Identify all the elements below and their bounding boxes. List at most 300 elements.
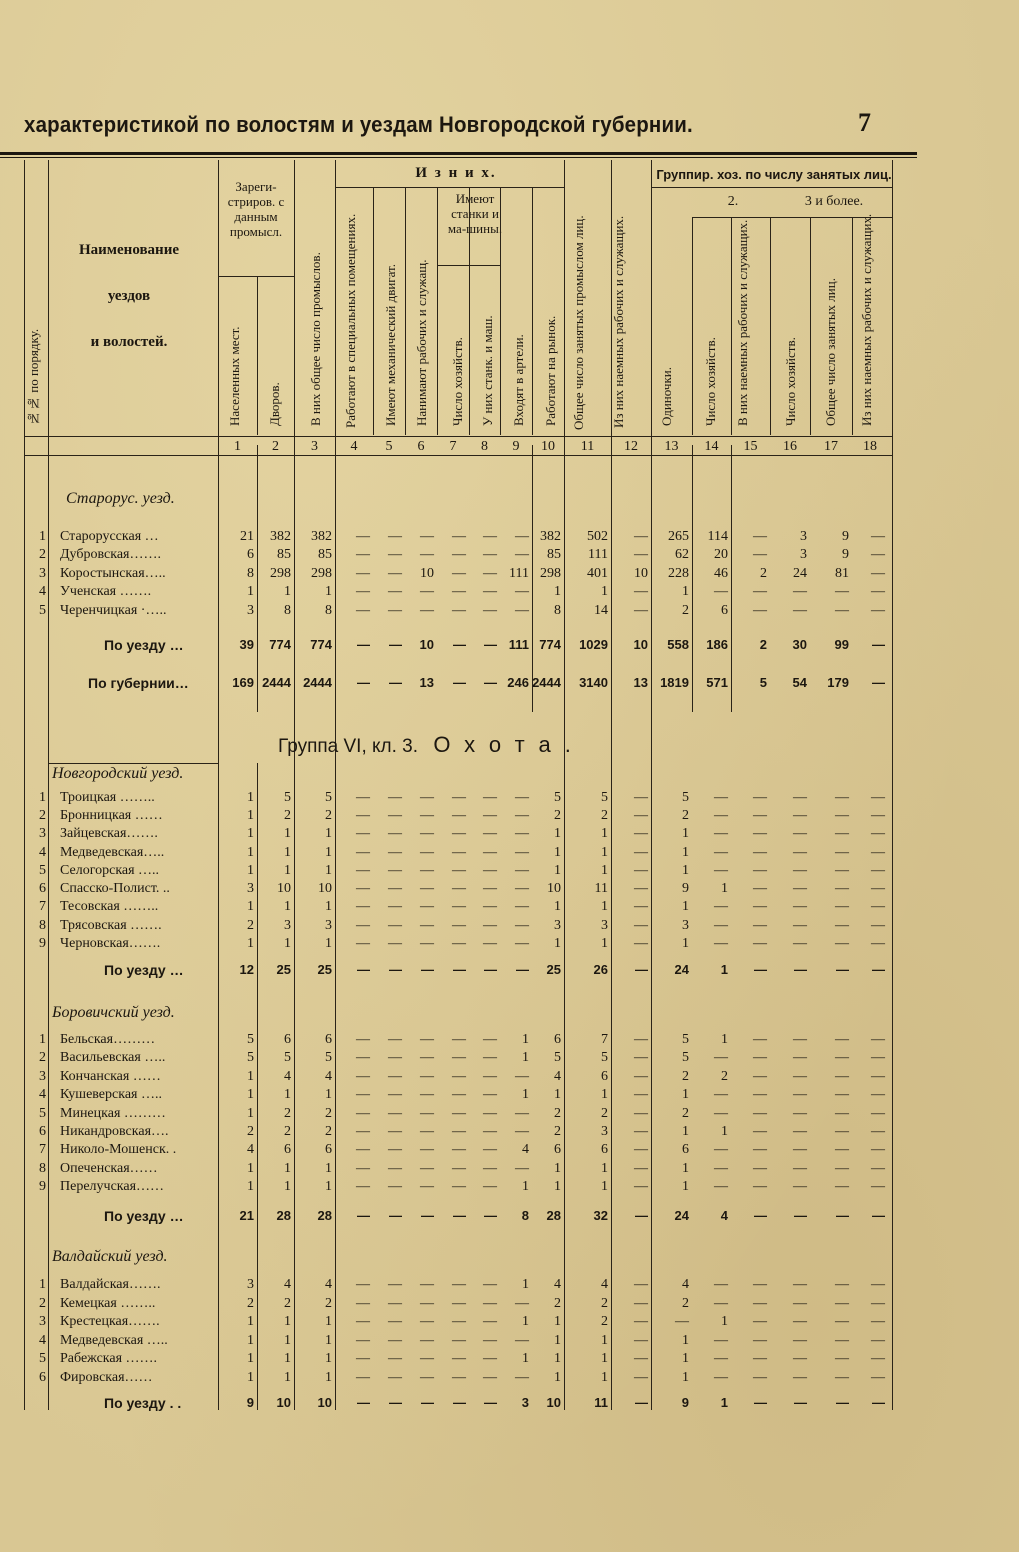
table-cell: — <box>871 845 885 860</box>
table-cell: 1 <box>247 1351 254 1366</box>
table-cell: 21 <box>240 529 254 544</box>
table-cell: — <box>871 566 885 581</box>
table-cell: — <box>420 603 434 618</box>
table-cell: — <box>793 826 807 841</box>
table-cell: — <box>452 1069 466 1084</box>
table-cell: 1 <box>522 1179 529 1194</box>
table-cell: 1 <box>247 1314 254 1329</box>
table-cell: 4 <box>554 1277 561 1292</box>
total-label: По уезду . . <box>104 1395 182 1411</box>
header-persons3: Общее число занятых лиц. <box>823 278 838 426</box>
table-cell: — <box>452 1050 466 1065</box>
table-cell: — <box>793 1106 807 1121</box>
total-cell: — <box>421 962 434 977</box>
table-cell: — <box>714 1333 728 1348</box>
table-cell: — <box>753 1069 767 1084</box>
table-cell: — <box>753 1314 767 1329</box>
table-cell: — <box>634 584 648 599</box>
table-cell: 1 <box>284 899 291 914</box>
table-cell: 3 <box>247 1277 254 1292</box>
column-number: 3 <box>311 439 318 454</box>
total-cell: — <box>484 962 497 977</box>
table-cell: 6 <box>247 547 254 562</box>
total-cell: 2 <box>759 637 767 652</box>
table-cell: — <box>634 936 648 951</box>
table-cell: — <box>388 1050 402 1065</box>
total-cell: 10 <box>419 637 434 652</box>
total-cell: — <box>357 675 370 690</box>
table-cell: 1 <box>284 1370 291 1385</box>
column-number: 11 <box>580 439 595 454</box>
table-cell: 1 <box>247 826 254 841</box>
table-cell: 10 <box>547 881 561 896</box>
total-cell: 5 <box>759 675 767 690</box>
total-cell: 28 <box>276 1208 291 1223</box>
total-cell: 2444 <box>262 675 291 690</box>
table-cell: — <box>420 529 434 544</box>
table-cell: — <box>388 1142 402 1157</box>
total-cell: — <box>754 962 767 977</box>
table-cell: 1 <box>247 1179 254 1194</box>
total-cell: 179 <box>827 675 849 690</box>
table-cell: — <box>420 584 434 599</box>
table-cell: 502 <box>587 529 608 544</box>
table-cell: 6 <box>325 1032 332 1047</box>
table-cell: 3 <box>682 918 689 933</box>
table-cell: — <box>356 826 370 841</box>
table-cell: — <box>835 1087 849 1102</box>
table-cell: 1 <box>284 936 291 951</box>
table-cell: — <box>483 1142 497 1157</box>
total-cell: — <box>453 962 466 977</box>
total-cell: 99 <box>834 637 849 652</box>
total-cell: — <box>357 962 370 977</box>
table-cell: — <box>515 863 529 878</box>
table-cell: — <box>871 1069 885 1084</box>
table-cell: — <box>714 936 728 951</box>
table-cell: 382 <box>270 529 291 544</box>
table-cell: — <box>483 603 497 618</box>
table-cell: — <box>871 1296 885 1311</box>
total-cell: 9 <box>681 1395 689 1410</box>
volost-name: Селогорская ….. <box>60 863 160 878</box>
table-cell: 1 <box>522 1314 529 1329</box>
table-cell: — <box>515 845 529 860</box>
table-cell: — <box>420 1124 434 1139</box>
table-cell: — <box>388 1069 402 1084</box>
total-cell: — <box>421 1208 434 1223</box>
table-cell: — <box>753 1087 767 1102</box>
column-rule <box>692 218 693 435</box>
table-cell: 2 <box>554 808 561 823</box>
table-cell: — <box>452 529 466 544</box>
total-cell: — <box>872 675 885 690</box>
table-cell: — <box>871 1370 885 1385</box>
table-cell: — <box>634 918 648 933</box>
table-row <box>0 845 900 863</box>
table-cell: — <box>420 1314 434 1329</box>
column-rule <box>257 276 258 435</box>
table-cell: — <box>835 1050 849 1065</box>
table-cell: — <box>753 529 767 544</box>
table-cell: 2 <box>682 1106 689 1121</box>
column-number: 8 <box>481 439 488 454</box>
table-cell: — <box>753 1179 767 1194</box>
table-cell: 1 <box>554 584 561 599</box>
header-total-persons: Общее число занятых промыслом лиц. <box>571 215 586 430</box>
table-cell: — <box>388 529 402 544</box>
table-cell: — <box>753 1351 767 1366</box>
total-cell: 774 <box>269 637 291 652</box>
header-order: №№ по порядку. <box>26 328 41 426</box>
total-cell: — <box>635 1395 648 1410</box>
table-cell: — <box>356 808 370 823</box>
table-row <box>0 1333 900 1351</box>
table-cell: — <box>634 790 648 805</box>
table-cell: 1 <box>247 790 254 805</box>
table-cell: 85 <box>318 547 332 562</box>
total-row <box>0 675 900 693</box>
volost-name: Перелучская…… <box>60 1179 165 1194</box>
volost-name: Троицкая …….. <box>60 790 155 805</box>
table-cell: — <box>483 584 497 599</box>
table-cell: 114 <box>707 529 728 544</box>
table-cell: 10 <box>318 881 332 896</box>
header-registered: Зареги-стриров. с данным промысл. <box>227 179 285 239</box>
volost-name: Бельская……… <box>60 1032 156 1047</box>
total-cell: — <box>453 637 466 652</box>
table-cell: — <box>420 1106 434 1121</box>
table-cell: 3 <box>247 603 254 618</box>
table-cell: — <box>483 808 497 823</box>
table-cell: 1 <box>325 899 332 914</box>
table-cell: — <box>483 1314 497 1329</box>
total-cell: 1029 <box>579 637 608 652</box>
table-cell: — <box>452 863 466 878</box>
table-cell: — <box>753 1370 767 1385</box>
volost-name: Опеченская…… <box>60 1161 158 1176</box>
header-grouping: Группир. хоз. по числу занятых лиц. <box>656 167 892 182</box>
total-cell: 246 <box>507 675 529 690</box>
table-cell: 5 <box>284 1050 291 1065</box>
table-row <box>0 826 900 844</box>
table-cell: 1 <box>682 584 689 599</box>
column-number: 9 <box>512 439 520 454</box>
row-number: 1 <box>39 1277 46 1292</box>
table-cell: — <box>634 1087 648 1102</box>
table-cell: — <box>356 529 370 544</box>
table-cell: — <box>515 584 529 599</box>
total-cell: 2444 <box>532 675 561 690</box>
header-households2: Число хозяйств. <box>703 337 718 426</box>
table-cell: — <box>714 1087 728 1102</box>
column-number: 2 <box>272 439 279 454</box>
table-cell: 401 <box>587 566 608 581</box>
table-cell: — <box>420 1277 434 1292</box>
table-cell: — <box>388 1032 402 1047</box>
table-cell: — <box>835 881 849 896</box>
volost-name: Кемецкая …….. <box>60 1296 156 1311</box>
table-cell: — <box>634 1351 648 1366</box>
table-cell: 3 <box>284 918 291 933</box>
table-cell: 1 <box>554 899 561 914</box>
table-cell: — <box>753 899 767 914</box>
table-cell: — <box>515 1069 529 1084</box>
total-cell: — <box>357 637 370 652</box>
table-cell: 5 <box>325 790 332 805</box>
total-cell: 21 <box>239 1208 254 1223</box>
table-cell: 1 <box>682 1124 689 1139</box>
total-cell: 39 <box>239 637 254 652</box>
table-cell: — <box>388 547 402 562</box>
column-number: 14 <box>704 439 719 454</box>
table-cell: 2 <box>682 1296 689 1311</box>
total-cell: 25 <box>276 962 291 977</box>
table-cell: — <box>871 1351 885 1366</box>
table-row <box>0 547 900 565</box>
table-cell: — <box>793 1142 807 1157</box>
table-cell: — <box>420 1333 434 1348</box>
table-cell: 9 <box>842 529 849 544</box>
top-rule <box>0 152 917 155</box>
total-cell: 774 <box>310 637 332 652</box>
table-row <box>0 1277 900 1295</box>
table-cell: 1 <box>601 1370 608 1385</box>
table-cell: — <box>356 547 370 562</box>
table-cell: — <box>871 1314 885 1329</box>
table-cell: — <box>420 1069 434 1084</box>
table-cell: — <box>714 1142 728 1157</box>
table-row <box>0 1106 900 1124</box>
table-cell: 5 <box>325 1050 332 1065</box>
table-cell: 4 <box>284 1069 291 1084</box>
table-cell: — <box>483 863 497 878</box>
table-row <box>0 1314 900 1332</box>
total-cell: 13 <box>419 675 434 690</box>
table-cell: — <box>452 584 466 599</box>
table-cell: 1 <box>522 1277 529 1292</box>
table-cell: 2 <box>247 1124 254 1139</box>
table-cell: 20 <box>714 547 728 562</box>
volost-name: Черенчицкая ·….. <box>60 603 167 618</box>
table-cell: — <box>793 1032 807 1047</box>
column-number: 15 <box>743 439 758 454</box>
table-cell: — <box>871 863 885 878</box>
table-cell: 1 <box>247 1087 254 1102</box>
table-cell: 4 <box>682 1277 689 1292</box>
table-cell: — <box>515 918 529 933</box>
header-group-two: 2. <box>727 194 739 209</box>
table-cell: — <box>388 1370 402 1385</box>
total-cell: 28 <box>317 1208 332 1223</box>
header-total-trades: В них общее число промыслов. <box>308 252 323 426</box>
header-special: Работают в специальных помещениях. <box>343 213 358 428</box>
table-cell: — <box>871 547 885 562</box>
table-cell: 1 <box>554 1161 561 1176</box>
row-number: 1 <box>39 790 46 805</box>
table-row <box>0 1296 900 1314</box>
table-cell: — <box>483 899 497 914</box>
table-cell: — <box>452 1179 466 1194</box>
total-cell: 3140 <box>579 675 608 690</box>
table-cell: — <box>714 1277 728 1292</box>
total-label: По уезду … <box>104 962 184 978</box>
table-cell: — <box>634 1161 648 1176</box>
table-cell: — <box>356 1106 370 1121</box>
table-cell: — <box>515 899 529 914</box>
total-cell: 1 <box>720 1395 728 1410</box>
table-cell: — <box>634 1032 648 1047</box>
table-cell: — <box>835 936 849 951</box>
table-cell: 1 <box>554 845 561 860</box>
table-cell: 10 <box>420 566 434 581</box>
table-cell: — <box>356 1087 370 1102</box>
total-row <box>0 1395 900 1413</box>
table-cell: — <box>420 1087 434 1102</box>
table-cell: 2 <box>601 1296 608 1311</box>
table-cell: 6 <box>682 1142 689 1157</box>
table-cell: — <box>452 1087 466 1102</box>
row-number: 5 <box>39 1351 46 1366</box>
header-name-line3: и волостей. <box>90 334 168 350</box>
table-row <box>0 918 900 936</box>
district-title: Валдайский уезд. <box>52 1248 168 1265</box>
total-cell: 1819 <box>660 675 689 690</box>
volost-name: Кушеверская ….. <box>60 1087 162 1102</box>
table-cell: — <box>634 826 648 841</box>
table-row <box>0 1032 900 1050</box>
table-cell: — <box>753 584 767 599</box>
table-cell: — <box>835 603 849 618</box>
table-cell: 228 <box>668 566 689 581</box>
table-cell: — <box>793 1277 807 1292</box>
table-cell: 2 <box>601 1106 608 1121</box>
table-cell: — <box>753 1277 767 1292</box>
header-name-line2: уездов <box>107 288 151 304</box>
table-cell: — <box>388 1087 402 1102</box>
table-cell: 1 <box>554 1087 561 1102</box>
table-cell: — <box>356 863 370 878</box>
volost-name: Валдайская……. <box>60 1277 161 1292</box>
table-cell: — <box>835 1124 849 1139</box>
table-cell: — <box>835 1032 849 1047</box>
table-row <box>0 1087 900 1105</box>
table-cell: — <box>835 826 849 841</box>
table-cell: 2 <box>284 808 291 823</box>
table-cell: 382 <box>540 529 561 544</box>
table-cell: 5 <box>554 1050 561 1065</box>
table-row <box>0 529 900 547</box>
volost-name: Бронницкая …… <box>60 808 163 823</box>
table-cell: — <box>420 936 434 951</box>
row-number: 7 <box>39 899 46 914</box>
total-cell: — <box>794 1395 807 1410</box>
table-cell: 8 <box>325 603 332 618</box>
table-row <box>0 790 900 808</box>
table-cell: — <box>515 808 529 823</box>
total-label: По уезду … <box>104 637 184 653</box>
row-number: 5 <box>39 603 46 618</box>
total-cell: — <box>389 1208 402 1223</box>
row-number: 2 <box>39 1050 46 1065</box>
table-cell: — <box>452 1142 466 1157</box>
table-cell: — <box>388 1314 402 1329</box>
table-cell: — <box>753 1050 767 1065</box>
group-heading <box>278 732 585 758</box>
table-cell: — <box>452 808 466 823</box>
table-cell: — <box>356 1296 370 1311</box>
table-cell: 1 <box>554 863 561 878</box>
table-cell: — <box>483 1087 497 1102</box>
table-cell: — <box>483 1277 497 1292</box>
table-cell: — <box>483 529 497 544</box>
table-row <box>0 1179 900 1197</box>
table-cell: — <box>675 1314 689 1329</box>
table-cell: — <box>871 1032 885 1047</box>
table-cell: — <box>452 1277 466 1292</box>
table-cell: — <box>388 918 402 933</box>
table-cell: 1 <box>554 1370 561 1385</box>
table-cell: 5 <box>682 1032 689 1047</box>
header-rule <box>437 265 500 266</box>
table-cell: 1 <box>601 863 608 878</box>
table-cell: — <box>793 881 807 896</box>
table-cell: 1 <box>721 1314 728 1329</box>
table-cell: 1 <box>682 863 689 878</box>
table-cell: 85 <box>547 547 561 562</box>
volost-name: Ученская ……. <box>60 584 152 599</box>
total-cell: 13 <box>633 675 648 690</box>
header-hire: Нанимают рабочих и служащ. <box>414 259 429 426</box>
table-cell: 5 <box>554 790 561 805</box>
table-cell: 1 <box>682 899 689 914</box>
total-cell: 28 <box>546 1208 561 1223</box>
table-cell: 24 <box>793 566 807 581</box>
table-cell: 1 <box>284 1333 291 1348</box>
table-cell: — <box>388 1179 402 1194</box>
table-cell: — <box>753 808 767 823</box>
table-cell: — <box>871 1277 885 1292</box>
table-cell: — <box>483 1333 497 1348</box>
table-row <box>0 863 900 881</box>
table-cell: — <box>356 1333 370 1348</box>
table-cell: 3 <box>800 529 807 544</box>
row-number: 2 <box>39 1296 46 1311</box>
table-cell: 11 <box>594 881 608 896</box>
table-cell: 1 <box>601 1087 608 1102</box>
header-tools-count: У них станк. и маш. <box>480 315 495 426</box>
table-cell: 1 <box>325 845 332 860</box>
table-cell: 1 <box>325 863 332 878</box>
table-cell: 4 <box>247 1142 254 1157</box>
table-cell: — <box>452 899 466 914</box>
table-cell: 2 <box>325 1106 332 1121</box>
table-cell: 1 <box>325 1161 332 1176</box>
table-cell: 1 <box>522 1351 529 1366</box>
table-cell: 298 <box>311 566 332 581</box>
table-cell: 10 <box>634 566 648 581</box>
table-cell: — <box>356 881 370 896</box>
table-cell: — <box>356 1179 370 1194</box>
table-cell: — <box>871 826 885 841</box>
total-cell: 24 <box>674 962 689 977</box>
table-cell: — <box>356 1351 370 1366</box>
table-cell: 1 <box>284 1161 291 1176</box>
table-cell: 1 <box>522 1050 529 1065</box>
table-cell: 2 <box>601 808 608 823</box>
table-cell: 1 <box>247 1069 254 1084</box>
table-cell: 1 <box>325 584 332 599</box>
